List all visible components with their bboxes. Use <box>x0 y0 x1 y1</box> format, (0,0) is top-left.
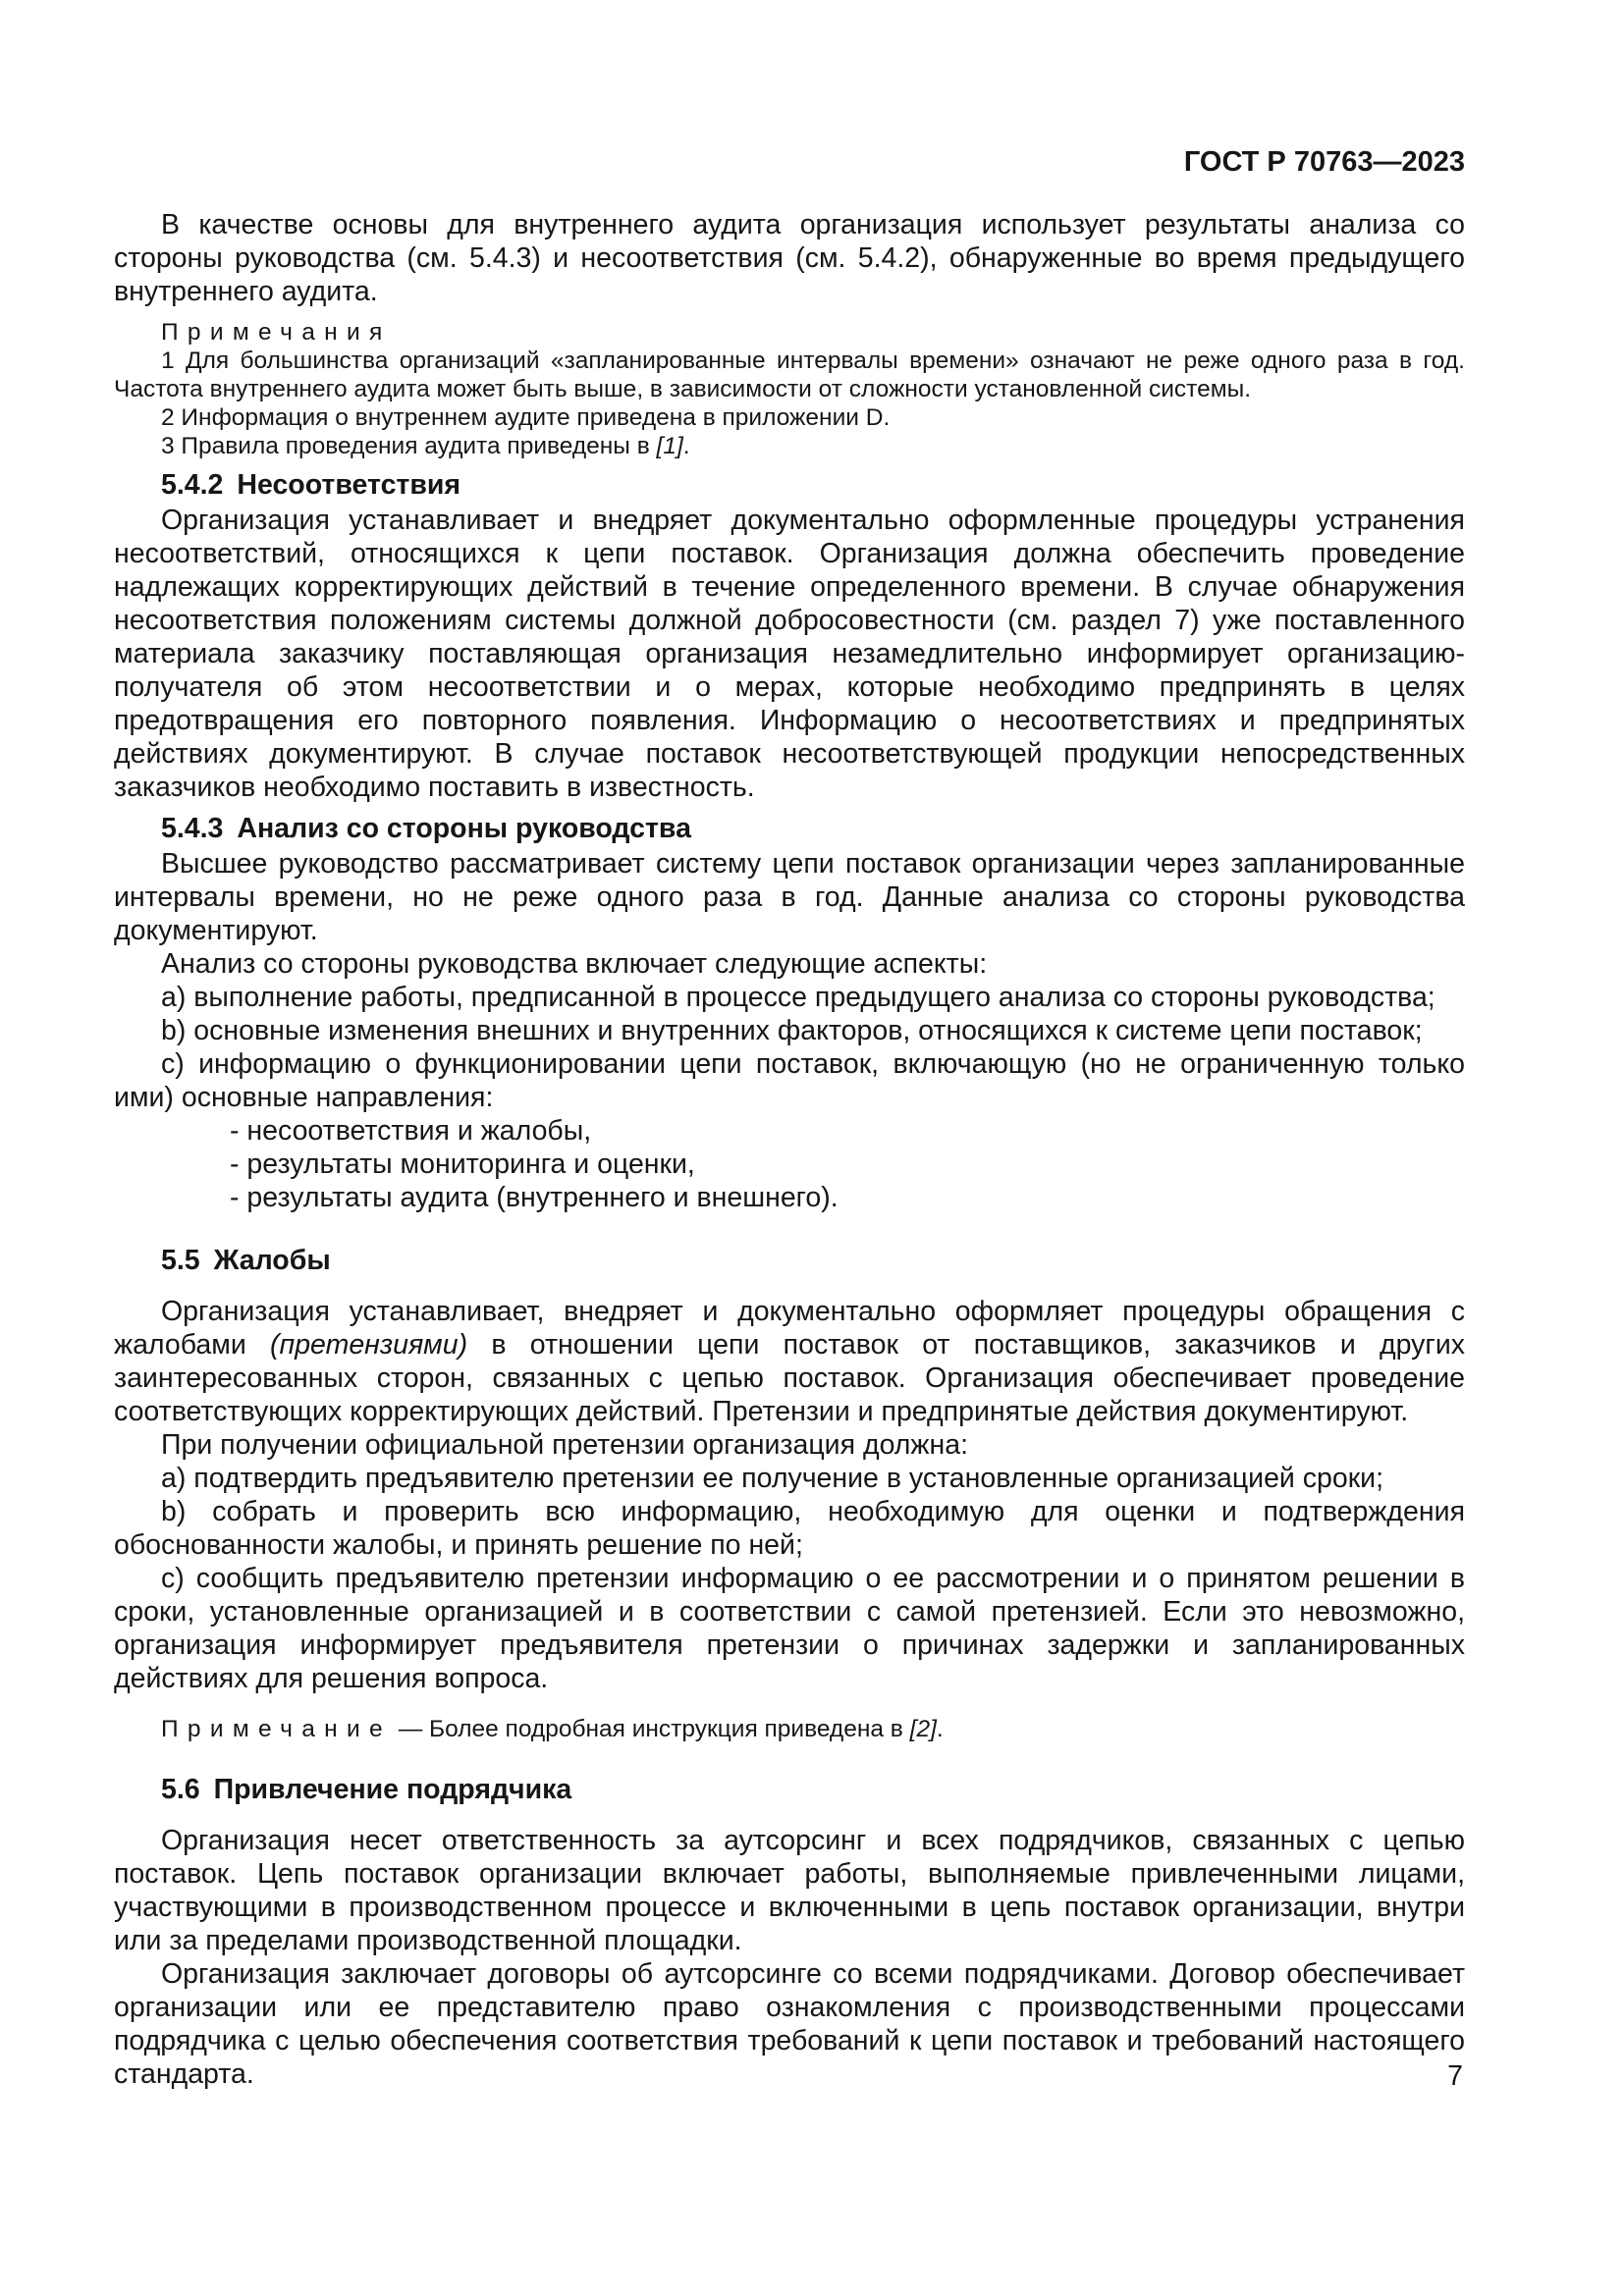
note-reference: [1] <box>656 433 683 459</box>
note-text: — Более подробная инструкция приведена в <box>391 1716 910 1742</box>
section-number: 5.4.3 <box>161 813 224 844</box>
dash-item: - результаты мониторинга и оценки, <box>230 1148 695 1180</box>
section-heading-5-6 <box>114 1773 1465 1806</box>
note-item <box>114 1715 1465 1743</box>
page-number: 7 <box>1447 2060 1463 2092</box>
dash-item: - несоответствия и жалобы, <box>230 1115 592 1147</box>
note-item: 1 Для большинства организаций «запланированные интервалы времени» означают не реже одного раза в год. Частота внутреннего аудита может быть выше, в зависимости от сложности установленной системы. <box>114 347 1465 402</box>
notes-label <box>114 318 1465 347</box>
list-item-b: b) собрать и проверить всю информацию, необходимую для оценки и подтверждения обоснованности жалобы, и принять решение по ней; <box>114 1496 1465 1561</box>
paragraph: При получении официальной претензии организация должна: <box>161 1429 969 1461</box>
paragraph <box>114 1295 1465 1428</box>
list-item-a: a) подтвердить предъявителю претензии ее получение в установленные организацией сроки; <box>161 1463 1384 1494</box>
dash-item: - результаты аудита (внутреннего и внешнего). <box>230 1182 839 1213</box>
page-header <box>114 145 1465 179</box>
paragraph: Организация заключает договоры об аутсорсинге со всеми подрядчиками. Договор обеспечивает организации или ее представителю право ознакомления с производственными процессами подрядчика с целью обеспечения соответствия требований к цепи поставок и требований настоящего стандарта. <box>114 1958 1465 2090</box>
notes-label-text: Примечания <box>161 319 392 346</box>
list-item-c: c) сообщить предъявителю претензии информацию о ее рассмотрении и о принятом решении в сроки, установленные организацией и в соответствии с самой претензией. Если это невозможно, организация информирует предъявителя претензии о причинах задержки и запланированных действиях для решения вопроса. <box>114 1563 1465 1694</box>
paragraph-emphasis: (претензиями) <box>270 1329 468 1361</box>
note-label: Примечание <box>161 1716 392 1742</box>
section-title: Жалобы <box>213 1245 331 1276</box>
section-title: Анализ со стороны руководства <box>237 813 691 844</box>
paragraph: Организация устанавливает и внедряет документально оформленные процедуры устранения несоответствий, относящихся к цепи поставок. Организация должна обеспечить проведение надлежащих корректирующих действий в течение определенного времени. В случае обнаружения несоответствия положениям системы должной добросовестности (см. раздел 7) уже поставленного материала заказчику поставляющая организация незамедлительно информирует организацию-получателя об этом несоответствии и о мерах, которые необходимо предпринять в целях предотвращения его повторного появления. Информацию о несоответствиях и предпринятых действиях документируют. В случае поставок несоответствующей продукции непосредственных заказчиков необходимо поставить в известность. <box>114 505 1465 803</box>
notes-block <box>114 318 1465 460</box>
list-item-b: b) основные изменения внешних и внутренних факторов, относящихся к системе цепи поставок; <box>161 1015 1423 1046</box>
document-body <box>114 208 1465 2091</box>
note-item: 2 Информация о внутреннем аудите приведена в приложении D. <box>161 404 891 431</box>
note-text-end: . <box>682 433 690 459</box>
section-number: 5.6 <box>161 1774 200 1805</box>
section-title: Несоответствия <box>237 469 461 501</box>
intro-paragraph: В качестве основы для внутреннего аудита организация использует результаты анализа со стороны руководства (см. 5.4.3) и несоответствия (см. 5.4.2), обнаруженные во время предыдущего внутреннего аудита. <box>114 209 1465 307</box>
paragraph: Анализ со стороны руководства включает следующие аспекты: <box>161 948 988 980</box>
paragraph-text-end: в отношении цепи поставок от поставщиков, заказчиков и других заинтересованных сторон, связанных с цепью поставок. Организация обеспечивает проведение соответствующих корректирующих действий. Претензии и предпринятые действия документируют. <box>114 1329 1465 1427</box>
document-code: ГОСТ Р 70763—2023 <box>1183 146 1465 178</box>
section-heading-5-4-2 <box>114 468 1465 502</box>
list-item-a: a) выполнение работы, предписанной в процессе предыдущего анализа со стороны руководства; <box>161 982 1435 1013</box>
list-item-c: c) информацию о функционировании цепи поставок, включающую (но не ограниченную только ими) основные направления: <box>114 1048 1465 1113</box>
section-number: 5.5 <box>161 1245 200 1276</box>
paragraph: Высшее руководство рассматривает систему цепи поставок организации через запланированные интервалы времени, но не реже одного раза в год. Данные анализа со стороны руководства документируют. <box>114 848 1465 946</box>
section-heading-5-4-3 <box>114 812 1465 845</box>
section-number: 5.4.2 <box>161 469 224 501</box>
note-reference: [2] <box>909 1716 937 1742</box>
paragraph: Организация несет ответственность за аутсорсинг и всех подрядчиков, связанных с цепью поставок. Цепь поставок организации включает работы, выполняемые привлеченными лицами, участвующими в производственном процессе и включенными в цепь поставок организации, внутри или за пределами производственной площадки. <box>114 1825 1465 1956</box>
note-text: 3 Правила проведения аудита приведены в <box>161 433 657 459</box>
paragraph-text: Организация устанавливает, внедряет и документально оформляет процедуры обращения с жалобами <box>114 1296 1465 1361</box>
note-text-end: . <box>936 1716 944 1742</box>
section-heading-5-5 <box>114 1244 1465 1277</box>
section-title: Привлечение подрядчика <box>213 1774 572 1805</box>
note-item <box>114 432 1465 460</box>
